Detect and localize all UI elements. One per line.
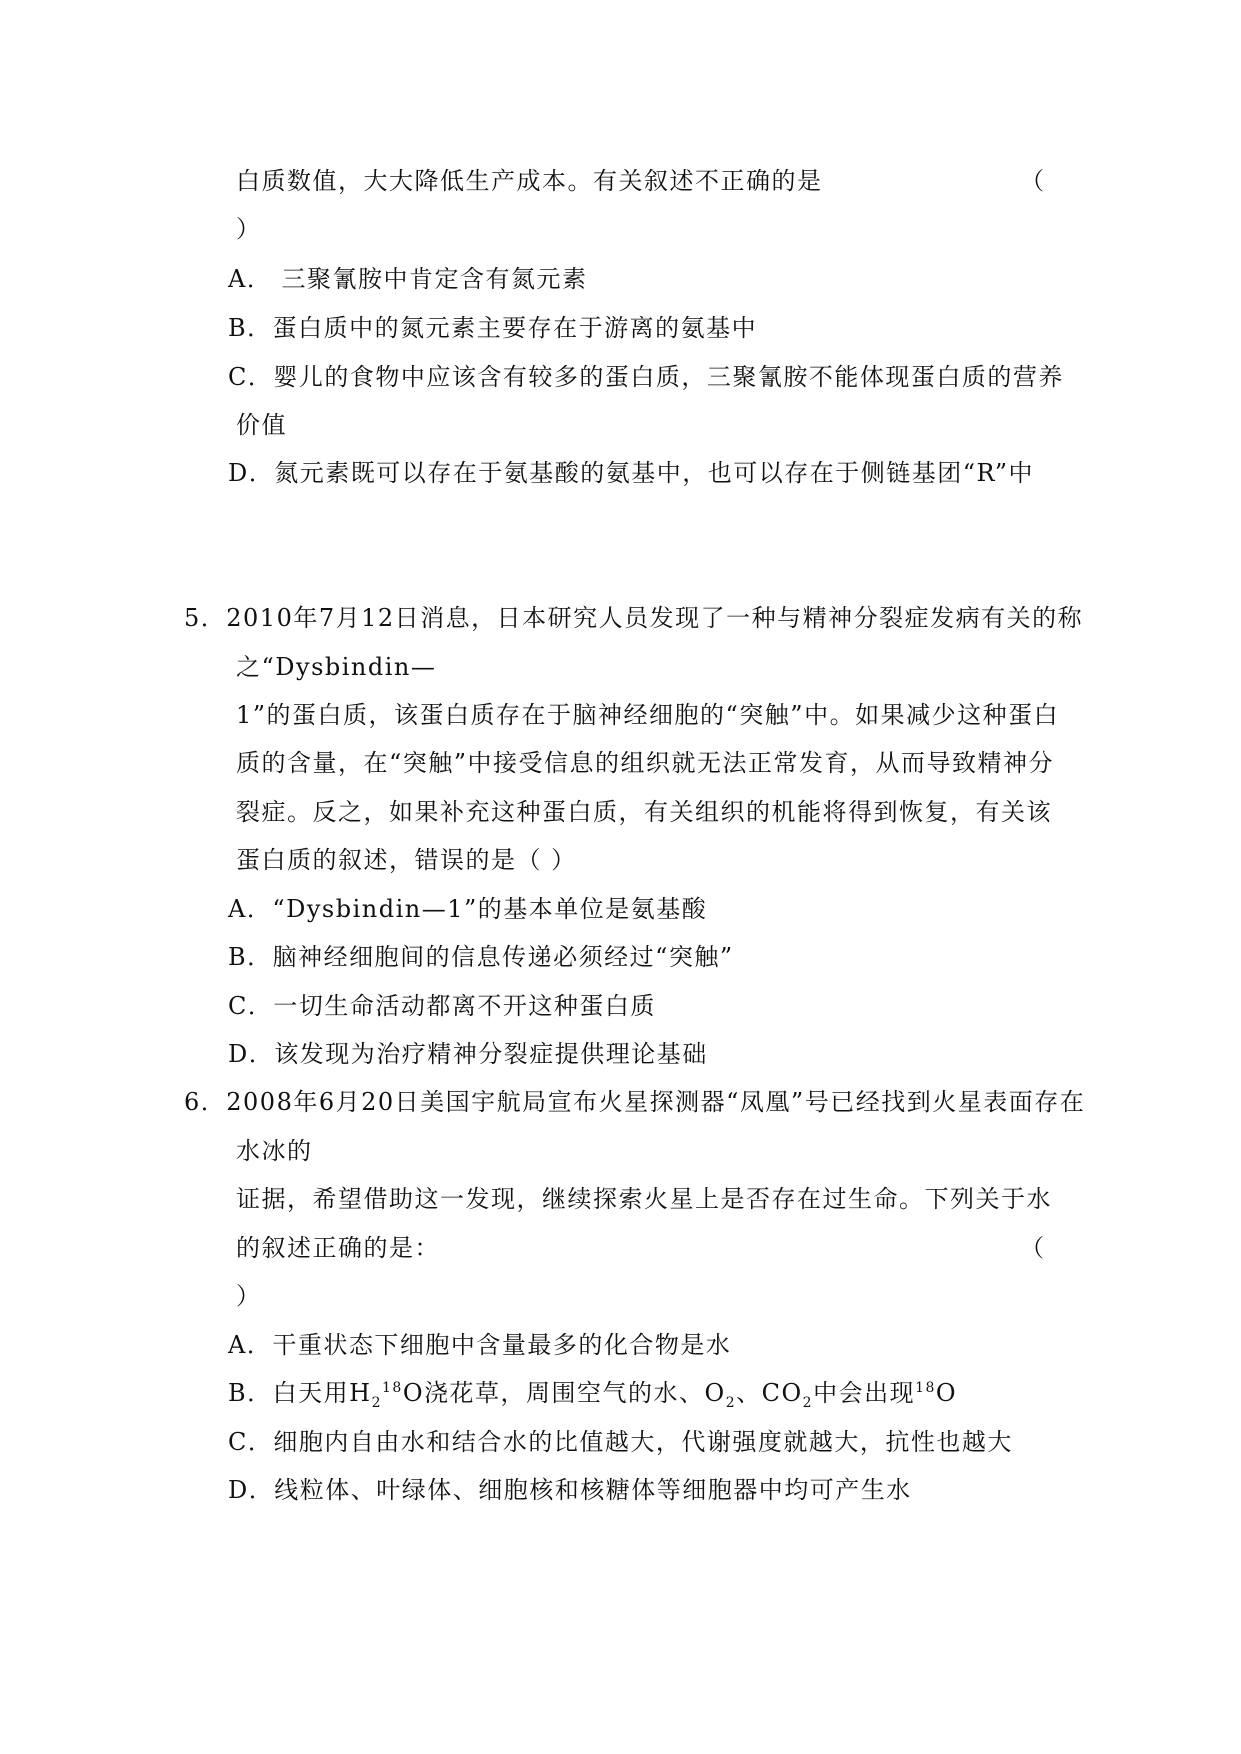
q6-stem-line-1: 6．2008年6月20日美国宇航局宣布火星探测器“凤凰”号已经找到火星表面存在: [184, 1088, 1086, 1116]
q5-option-c: C．一切生命活动都离不开这种蛋白质: [228, 992, 656, 1020]
q6-option-d: D．线粒体、叶绿体、细胞核和核糖体等细胞器中均可产生水: [228, 1476, 912, 1504]
q6-stem-line-3: 证据，希望借助这一发现，继续探索火星上是否存在过生命。下列关于水: [236, 1185, 1052, 1213]
q4-option-b: B．蛋白质中的氮元素主要存在于游离的氨基中: [228, 314, 758, 342]
q5-stem-line-5: 裂症。反之，如果补充这种蛋白质，有关组织的机能将得到恢复，有关该: [236, 798, 1052, 826]
q6-stem-line-2: 水冰的: [236, 1137, 313, 1165]
q4-answer-paren-open: （: [1020, 167, 1044, 195]
q6-option-b-text-3: 、CO: [736, 1379, 803, 1407]
q5-option-d: D．该发现为治疗精神分裂症提供理论基础: [228, 1040, 708, 1068]
q6-option-b-sub-3: 2: [802, 1394, 814, 1411]
q6-answer-paren-close: ）: [236, 1282, 260, 1310]
q6-option-b-sup-1: 18: [382, 1380, 403, 1396]
q6-option-b-sub-2: 2: [725, 1394, 737, 1411]
q6-answer-paren-open: （: [1020, 1234, 1044, 1262]
q6-option-b: [228, 1378, 958, 1411]
q6-option-b-text-5: O: [935, 1379, 958, 1407]
q4-option-c-cont: 价值: [236, 411, 287, 439]
q6-option-a: A．干重状态下细胞中含量最多的化合物是水: [228, 1331, 732, 1359]
q4-option-a: A． 三聚氰胺中肯定含有氮元素: [228, 265, 588, 293]
q5-stem-line-2: 之“Dysbindin—: [236, 653, 437, 681]
q6-option-b-sub-1: 2: [371, 1394, 382, 1411]
q6-stem-line-4: 的叙述正确的是：: [236, 1234, 440, 1262]
q6-option-b-text-4: 中会出现: [813, 1379, 916, 1407]
q5-option-b: B．脑神经细胞间的信息传递必须经过“突触”: [228, 943, 734, 971]
q6-option-b-text-2: O浇花草，周围空气的水、O: [402, 1379, 726, 1407]
q6-option-b-text-1: B．白天用H: [228, 1379, 372, 1407]
q5-stem-line-4: 质的含量，在“突触”中接受信息的组织就无法正常发育，从而导致精神分: [236, 749, 1055, 777]
q5-stem-line-1: 5．2010年7月12日消息，日本研究人员发现了一种与精神分裂症发病有关的称: [184, 604, 1084, 632]
q5-stem-line-6: 蛋白质的叙述，错误的是（ ）: [236, 846, 577, 874]
q4-answer-paren-close: ）: [236, 215, 260, 243]
q4-option-c: C．婴儿的食物中应该含有较多的蛋白质，三聚氰胺不能体现蛋白质的营养: [228, 363, 1064, 391]
q6-option-c: C．细胞内自由水和结合水的比值越大，代谢强度就越大，抗性也越大: [228, 1428, 1013, 1456]
q5-option-a: A．“Dysbindin—1”的基本单位是氨基酸: [228, 895, 708, 923]
q4-stem-tail: 白质数值，大大降低生产成本。有关叙述不正确的是: [236, 167, 823, 195]
q6-option-b-sup-2: 18: [915, 1380, 936, 1396]
q5-stem-line-3: 1”的蛋白质，该蛋白质存在于脑神经细胞的“突触”中。如果减少这种蛋白: [236, 701, 1060, 729]
q4-option-d: D．氮元素既可以存在于氨基酸的氨基中，也可以存在于侧链基团“R”中: [228, 459, 1035, 487]
